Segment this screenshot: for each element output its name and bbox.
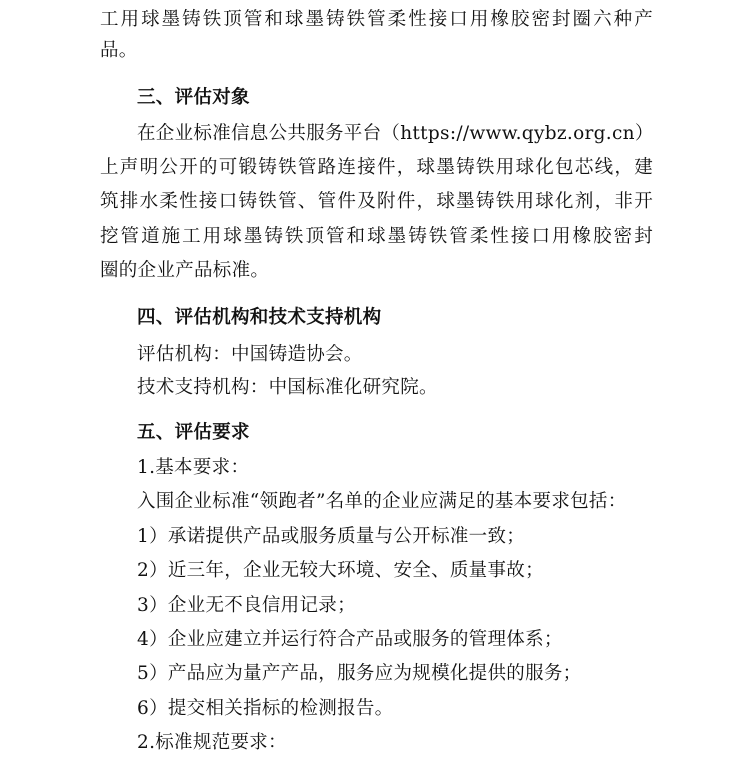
section-3-line-1: 在企业标准信息公共服务平台（https://www.qybz.org.cn） — [137, 123, 654, 144]
section-5-line-7: 5）产品应为量产产品，服务应为规模化提供的服务； — [137, 663, 582, 684]
section-4-heading: 四、评估机构和技术支持机构 — [137, 307, 382, 328]
intro-line-1: 工用球墨铸铁顶管和球墨铸铁管柔性接口用橡胶密封圈六种产 — [100, 9, 653, 30]
section-5-line-5: 3）企业无不良信用记录； — [137, 595, 356, 616]
section-3-heading: 三、评估对象 — [137, 87, 250, 108]
section-3-line-5: 圈的企业产品标准。 — [100, 260, 270, 281]
section-5-line-8: 6）提交相关指标的检测报告。 — [137, 698, 394, 719]
section-5-line-3: 1）承诺提供产品或服务质量与公开标准一致； — [137, 526, 526, 547]
intro-line-2: 品。 — [100, 40, 138, 61]
section-5-line-6: 4）企业应建立并运行符合产品或服务的管理体系； — [137, 629, 563, 650]
section-3-line-3: 筑排水柔性接口铸铁管、管件及附件，球墨铸铁用球化剂，非开 — [100, 191, 653, 212]
section-5-line-2: 入围企业标准“领跑者”名单的企业应满足的基本要求包括： — [137, 491, 627, 512]
section-3-line-4: 挖管道施工用球墨铸铁顶管和球墨铸铁管柔性接口用橡胶密封 — [100, 226, 653, 247]
section-5-heading: 五、评估要求 — [137, 422, 250, 443]
section-4-line-1: 评估机构：中国铸造协会。 — [137, 344, 363, 365]
section-5-line-1: 1.基本要求： — [137, 457, 250, 478]
section-5-line-9: 2.标准规范要求： — [137, 732, 287, 753]
section-3-line-2: 上声明公开的可锻铸铁管路连接件，球墨铸铁用球化包芯线，建 — [100, 157, 653, 178]
section-5-line-4: 2）近三年，企业无较大环境、安全、质量事故； — [137, 560, 544, 581]
section-4-line-2: 技术支持机构：中国标准化研究院。 — [137, 377, 438, 398]
